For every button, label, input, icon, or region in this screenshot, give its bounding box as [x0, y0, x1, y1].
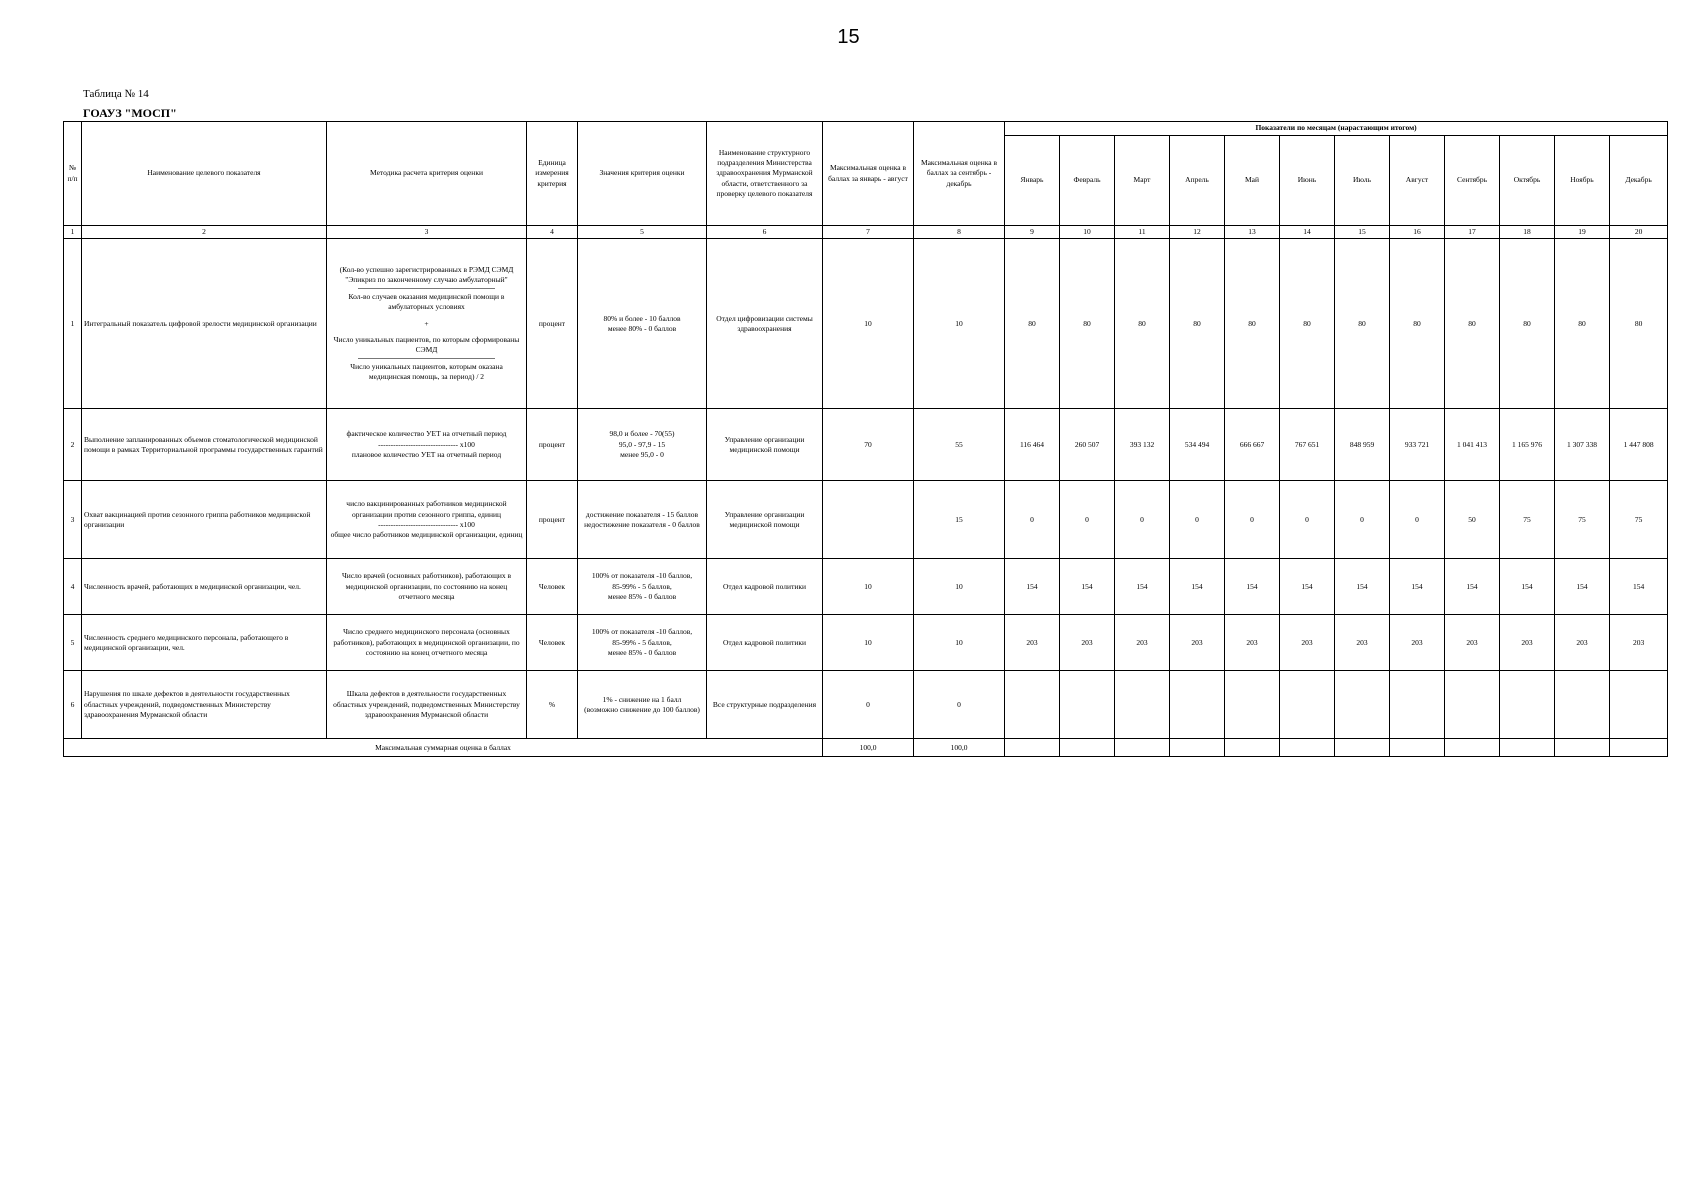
- fraction-line: [358, 288, 495, 289]
- max-jan-aug-cell: 10: [823, 559, 914, 615]
- header-month: Ноябрь: [1555, 136, 1610, 226]
- month-value: [1060, 671, 1115, 739]
- indicator-name: Численность среднего медицинского персонала, работающего в медицинской организации, чел.: [82, 615, 327, 671]
- month-value: 154: [1115, 559, 1170, 615]
- criteria-line: 85-99% - 5 баллов,: [612, 581, 672, 591]
- dept-cell: Управление организации медицинской помощи: [707, 409, 823, 481]
- month-value: 0: [1225, 481, 1280, 559]
- max-sep-dec-cell: 15: [914, 481, 1005, 559]
- month-value: 1 447 808: [1610, 409, 1668, 481]
- method-text: Число уникальных пациентов, которым оказана медицинская помощь, за период) / 2: [350, 361, 503, 382]
- total-max-sep-dec: 100,0: [914, 739, 1005, 757]
- method-text: общее число работников медицинской организации, единиц: [330, 529, 523, 539]
- month-value: 154: [1445, 559, 1500, 615]
- indicator-name: Численность врачей, работающих в медицинской организации, чел.: [82, 559, 327, 615]
- dept-cell: Отдел цифровизации системы здравоохранения: [707, 239, 823, 409]
- month-value: 154: [1005, 559, 1060, 615]
- method-text: Число уникальных пациентов, по которым сформированы СЭМД: [333, 334, 520, 354]
- total-month-empty: [1060, 739, 1115, 757]
- column-number: 17: [1445, 226, 1500, 239]
- month-value: 154: [1170, 559, 1225, 615]
- method-text: число вакцинированных работников медицинской организации против сезонного гриппа, единиц: [346, 499, 507, 519]
- month-value: 933 721: [1390, 409, 1445, 481]
- dept-cell: Отдел кадровой политики: [707, 615, 823, 671]
- month-value: [1170, 671, 1225, 739]
- month-value: 154: [1225, 559, 1280, 615]
- month-value: 0: [1005, 481, 1060, 559]
- total-month-empty: [1170, 739, 1225, 757]
- method-cell: [327, 481, 527, 559]
- column-number: 16: [1390, 226, 1445, 239]
- month-value: 0: [1115, 481, 1170, 559]
- method-cell: [327, 409, 527, 481]
- unit-cell: процент: [527, 481, 578, 559]
- total-month-empty: [1225, 739, 1280, 757]
- total-month-empty: [1390, 739, 1445, 757]
- month-value: 203: [1390, 615, 1445, 671]
- method-text: (Кол-во успешно зарегистрированных в РЭМД СЭМД "Эпикриз по законченному случаю амбулаторный": [339, 265, 514, 285]
- header-month: Январь: [1005, 136, 1060, 226]
- column-number: 4: [527, 226, 578, 239]
- row-no: 1: [64, 239, 82, 409]
- method-text: +: [424, 318, 429, 328]
- total-month-empty: [1610, 739, 1668, 757]
- table-row: [64, 559, 1668, 615]
- method-cell: Число среднего медицинского персонала (основных работников), работающих в медицинской организации, по состоянию на конец отчетного месяца: [327, 615, 527, 671]
- month-value: 203: [1500, 615, 1555, 671]
- month-value: 203: [1060, 615, 1115, 671]
- header-month: Июнь: [1280, 136, 1335, 226]
- header-max-jan-aug: Максимальная оценка в баллах за январь - август: [823, 122, 914, 226]
- column-number: 6: [707, 226, 823, 239]
- total-max-jan-aug: 100,0: [823, 739, 914, 757]
- max-jan-aug-cell: [823, 481, 914, 559]
- unit-cell: Человек: [527, 559, 578, 615]
- dept-cell: Управление организации медицинской помощи: [707, 481, 823, 559]
- criteria-line: 100% от показателя -10 баллов,: [591, 627, 693, 637]
- month-value: 80: [1610, 239, 1668, 409]
- month-value: 1 041 413: [1445, 409, 1500, 481]
- column-number: 15: [1335, 226, 1390, 239]
- month-value: 534 494: [1170, 409, 1225, 481]
- max-jan-aug-cell: 0: [823, 671, 914, 739]
- criteria-line: 80% и более - 10 баллов: [603, 313, 681, 323]
- header-method: Методика расчета критерия оценки: [327, 122, 527, 226]
- column-number: 8: [914, 226, 1005, 239]
- indicator-name: Охват вакцинацией против сезонного гриппа работников медицинской организации: [82, 481, 327, 559]
- header-month: Сентябрь: [1445, 136, 1500, 226]
- month-value: [1225, 671, 1280, 739]
- method-text: -------------------------------- х100: [378, 519, 475, 529]
- month-value: 203: [1335, 615, 1390, 671]
- month-value: 154: [1280, 559, 1335, 615]
- criteria-cell: [578, 481, 707, 559]
- month-value: 75: [1555, 481, 1610, 559]
- month-value: [1555, 671, 1610, 739]
- total-month-empty: [1555, 739, 1610, 757]
- dept-cell: Отдел кадровой политики: [707, 559, 823, 615]
- total-month-empty: [1280, 739, 1335, 757]
- header-month: Июль: [1335, 136, 1390, 226]
- row-no: 5: [64, 615, 82, 671]
- month-value: 80: [1390, 239, 1445, 409]
- row-no: 4: [64, 559, 82, 615]
- month-value: 203: [1445, 615, 1500, 671]
- month-value: 666 667: [1225, 409, 1280, 481]
- column-number: 12: [1170, 226, 1225, 239]
- criteria-line: 100% от показателя -10 баллов,: [591, 571, 693, 581]
- total-row: [64, 739, 1668, 757]
- table-caption: Таблица № 14: [83, 88, 149, 100]
- month-value: 80: [1115, 239, 1170, 409]
- month-value: 0: [1170, 481, 1225, 559]
- criteria-line: достижение показателя - 15 баллов: [585, 509, 699, 519]
- indicator-name: Нарушения по шкале дефектов в деятельности государственных областных учреждений, подведомственных Министерству здравоохранения Мурманской области: [82, 671, 327, 739]
- month-value: [1280, 671, 1335, 739]
- month-value: [1005, 671, 1060, 739]
- method-text: фактическое количество УЕТ на отчетный период: [346, 429, 507, 439]
- max-sep-dec-cell: 10: [914, 559, 1005, 615]
- header-no: № п/п: [64, 122, 82, 226]
- month-value: 0: [1280, 481, 1335, 559]
- indicators-table: [63, 121, 1668, 757]
- month-value: 154: [1390, 559, 1445, 615]
- month-value: [1445, 671, 1500, 739]
- total-month-empty: [1500, 739, 1555, 757]
- criteria-cell: [578, 559, 707, 615]
- month-value: 80: [1060, 239, 1115, 409]
- month-value: 203: [1115, 615, 1170, 671]
- method-text: плановое количество УЕТ на отчетный период: [351, 449, 502, 459]
- method-text: Кол-во случаев оказания медицинской помощи в амбулаторных условиях: [348, 292, 505, 312]
- criteria-line: менее 85% - 0 баллов: [607, 647, 677, 657]
- column-number: 7: [823, 226, 914, 239]
- month-value: 154: [1500, 559, 1555, 615]
- total-label: Максимальная суммарная оценка в баллах: [64, 739, 823, 757]
- column-number-row: [64, 226, 1668, 239]
- method-text: -------------------------------- х100: [378, 439, 475, 449]
- criteria-line: менее 95,0 - 0: [620, 449, 664, 459]
- month-value: 203: [1610, 615, 1668, 671]
- criteria-line: менее 80% - 0 баллов: [607, 323, 677, 333]
- criteria-cell: [578, 615, 707, 671]
- month-value: 80: [1225, 239, 1280, 409]
- column-number: 13: [1225, 226, 1280, 239]
- method-cell: [327, 239, 527, 409]
- table-row: [64, 481, 1668, 559]
- month-value: 1 165 976: [1500, 409, 1555, 481]
- criteria-line: менее 85% - 0 баллов: [607, 591, 677, 601]
- month-value: 260 507: [1060, 409, 1115, 481]
- month-value: [1115, 671, 1170, 739]
- table-row: [64, 239, 1668, 409]
- column-number: 20: [1610, 226, 1668, 239]
- month-value: 0: [1060, 481, 1115, 559]
- criteria-line: недостижение показателя - 0 баллов: [584, 519, 700, 529]
- header-month: Апрель: [1170, 136, 1225, 226]
- month-value: 0: [1390, 481, 1445, 559]
- month-value: [1610, 671, 1668, 739]
- month-value: [1390, 671, 1445, 739]
- month-value: 0: [1335, 481, 1390, 559]
- column-number: 14: [1280, 226, 1335, 239]
- unit-cell: процент: [527, 409, 578, 481]
- criteria-cell: [578, 671, 707, 739]
- month-value: 75: [1500, 481, 1555, 559]
- month-value: 80: [1170, 239, 1225, 409]
- row-no: 2: [64, 409, 82, 481]
- month-value: 767 651: [1280, 409, 1335, 481]
- row-no: 6: [64, 671, 82, 739]
- header-month: Август: [1390, 136, 1445, 226]
- dept-cell: Все структурные подразделения: [707, 671, 823, 739]
- indicator-name: Выполнение запланированных объемов стоматологической медицинской помощи в рамках Территориальной программы государственных гарантий: [82, 409, 327, 481]
- method-cell: Шкала дефектов в деятельности государственных областных учреждений, подведомственных Министерству здравоохранения Мурманской области: [327, 671, 527, 739]
- column-number: 10: [1060, 226, 1115, 239]
- month-value: 203: [1005, 615, 1060, 671]
- unit-cell: %: [527, 671, 578, 739]
- header-months-group: Показатели по месяцам (нарастающим итогом): [1005, 122, 1668, 136]
- table-row: [64, 671, 1668, 739]
- month-value: 80: [1555, 239, 1610, 409]
- total-month-empty: [1115, 739, 1170, 757]
- month-value: [1500, 671, 1555, 739]
- header-month: Февраль: [1060, 136, 1115, 226]
- month-value: 154: [1335, 559, 1390, 615]
- month-value: 154: [1610, 559, 1668, 615]
- month-value: 203: [1280, 615, 1335, 671]
- total-month-empty: [1005, 739, 1060, 757]
- header-name: Наименование целевого показателя: [82, 122, 327, 226]
- max-jan-aug-cell: 10: [823, 239, 914, 409]
- unit-cell: Человек: [527, 615, 578, 671]
- criteria-line: 1% - снижение на 1 балл: [602, 694, 682, 704]
- month-value: 154: [1060, 559, 1115, 615]
- month-value: 848 959: [1335, 409, 1390, 481]
- column-number: 11: [1115, 226, 1170, 239]
- max-jan-aug-cell: 10: [823, 615, 914, 671]
- header-unit: Единица измерения критерия: [527, 122, 578, 226]
- total-month-empty: [1445, 739, 1500, 757]
- column-number: 9: [1005, 226, 1060, 239]
- column-number: 1: [64, 226, 82, 239]
- month-value: 50: [1445, 481, 1500, 559]
- month-value: 203: [1225, 615, 1280, 671]
- row-no: 3: [64, 481, 82, 559]
- month-value: 80: [1335, 239, 1390, 409]
- month-value: [1335, 671, 1390, 739]
- month-value: 203: [1555, 615, 1610, 671]
- table-row: [64, 615, 1668, 671]
- month-value: 393 132: [1115, 409, 1170, 481]
- column-number: 5: [578, 226, 707, 239]
- column-number: 3: [327, 226, 527, 239]
- month-value: 75: [1610, 481, 1668, 559]
- max-sep-dec-cell: 0: [914, 671, 1005, 739]
- header-max-sep-dec: Максимальная оценка в баллах за сентябрь - декабрь: [914, 122, 1005, 226]
- month-value: 80: [1280, 239, 1335, 409]
- month-value: 116 464: [1005, 409, 1060, 481]
- criteria-line: 98,0 и более - 70(55): [609, 429, 675, 439]
- unit-cell: процент: [527, 239, 578, 409]
- criteria-line: 85-99% - 5 баллов,: [612, 637, 672, 647]
- header-month: Декабрь: [1610, 136, 1668, 226]
- month-value: 203: [1170, 615, 1225, 671]
- month-value: 154: [1555, 559, 1610, 615]
- total-month-empty: [1335, 739, 1390, 757]
- header-dept: Наименование структурного подразделения Министерства здравоохранения Мурманской области, ответственного за проверку целевого показателя: [707, 122, 823, 226]
- organization-title: ГОАУЗ "МОСП": [83, 106, 177, 120]
- criteria-cell: [578, 239, 707, 409]
- header-month: Май: [1225, 136, 1280, 226]
- max-sep-dec-cell: 10: [914, 615, 1005, 671]
- fraction-line: [358, 358, 495, 359]
- column-number: 18: [1500, 226, 1555, 239]
- max-sep-dec-cell: 10: [914, 239, 1005, 409]
- header-month: Март: [1115, 136, 1170, 226]
- method-cell: Число врачей (основных работников), работающих в медицинской организации, по состоянию на конец отчетного месяца: [327, 559, 527, 615]
- criteria-line: 95,0 - 97,9 - 15: [618, 439, 666, 449]
- header-month: Октябрь: [1500, 136, 1555, 226]
- column-number: 19: [1555, 226, 1610, 239]
- indicator-name: Интегральный показатель цифровой зрелости медицинской организации: [82, 239, 327, 409]
- month-value: 1 307 338: [1555, 409, 1610, 481]
- page-number: 15: [837, 26, 860, 48]
- criteria-line: (возможно снижение до 100 баллов): [584, 704, 700, 714]
- max-jan-aug-cell: 70: [823, 409, 914, 481]
- header-criteria: Значения критерия оценки: [578, 122, 707, 226]
- table-row: [64, 409, 1668, 481]
- month-value: 80: [1005, 239, 1060, 409]
- max-sep-dec-cell: 55: [914, 409, 1005, 481]
- criteria-cell: [578, 409, 707, 481]
- month-value: 80: [1500, 239, 1555, 409]
- column-number: 2: [82, 226, 327, 239]
- month-value: 80: [1445, 239, 1500, 409]
